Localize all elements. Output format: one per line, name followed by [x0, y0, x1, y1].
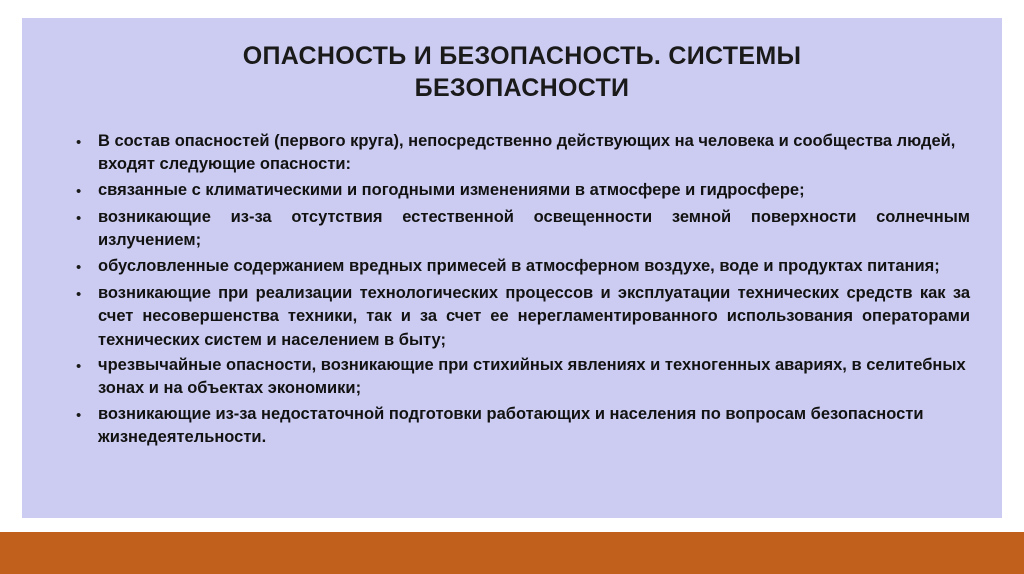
list-item-text: возникающие из-за недостаточной подготовки работающих и населения по вопросам безопасности жизнедеятельности.	[98, 404, 924, 447]
bullet-icon: •	[76, 357, 82, 375]
list-item	[70, 206, 970, 253]
list-item	[70, 130, 970, 177]
list-item-text: связанные с климатическими и погодными изменениями в атмосфере и гидросфере;	[98, 180, 805, 199]
bullet-icon: •	[76, 285, 82, 303]
slide-content-panel	[22, 18, 1002, 518]
bottom-spacer	[0, 518, 1024, 532]
bullet-icon: •	[76, 406, 82, 424]
bullet-list	[70, 130, 970, 452]
bullet-icon: •	[76, 182, 82, 200]
list-item	[70, 255, 970, 280]
list-item-text: возникающие из-за отсутствия естественной освещенности земной поверхности солнечным излучением;	[98, 207, 970, 250]
list-item	[70, 282, 970, 352]
left-margin	[0, 0, 22, 574]
list-item-text: возникающие при реализации технологических процессов и эксплуатации технических средств как за счет несовершенства техники, так и за счет ее нерегламентированного использования операторами технических систем и населением в быту;	[98, 283, 970, 349]
list-item	[70, 179, 970, 204]
list-item	[70, 354, 970, 401]
list-item-text: обусловленные содержанием вредных примесей в атмосферном воздухе, воде и продуктах питания;	[98, 256, 940, 275]
slide-title: ОПАСНОСТЬ И БЕЗОПАСНОСТЬ. СИСТЕМЫ БЕЗОПАСНОСТИ	[242, 42, 802, 102]
bullet-icon: •	[76, 209, 82, 227]
list-item-text: чрезвычайные опасности, возникающие при стихийных явлениях и техногенных авариях, в селитебных зонах и на объектах экономики;	[98, 355, 966, 398]
list-item-text: В состав опасностей (первого круга), непосредственно действующих на человека и сообщества людей, входят следующие опасности:	[98, 132, 956, 174]
bullet-icon: •	[76, 258, 82, 276]
list-item	[70, 403, 970, 450]
bottom-accent-bar	[0, 532, 1024, 574]
bullet-icon: •	[76, 134, 82, 151]
